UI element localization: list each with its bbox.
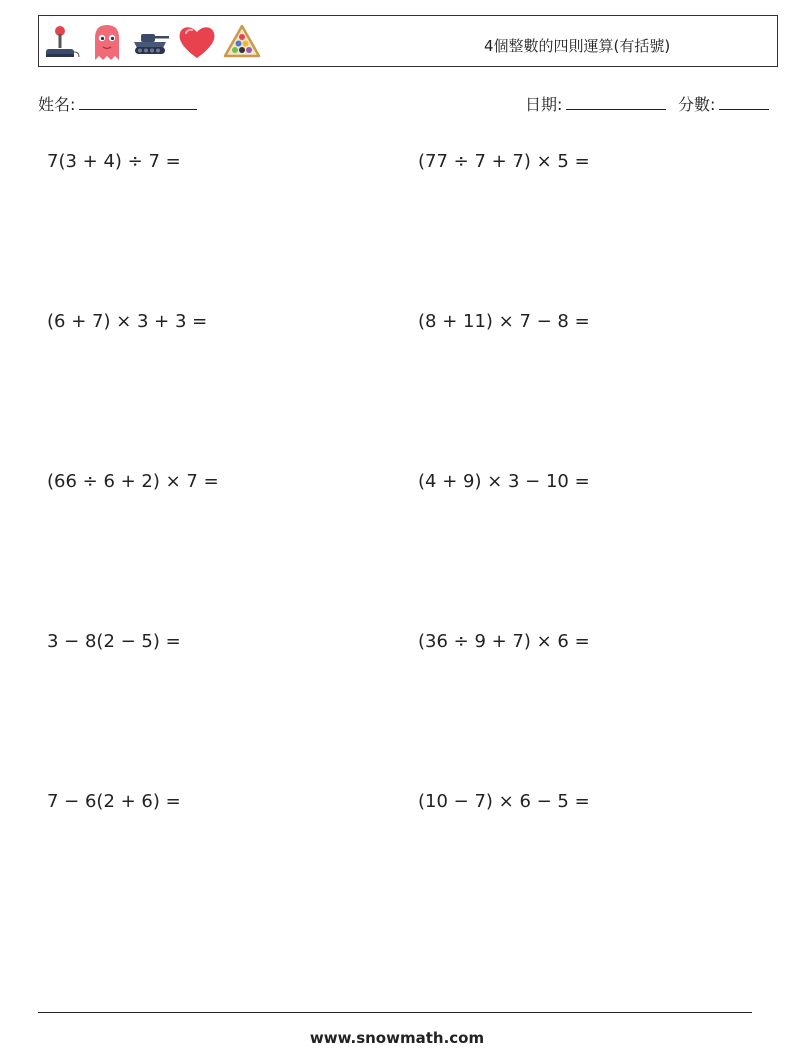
footer-url[interactable]: www.snowmath.com [309, 1029, 485, 1047]
worksheet-header [38, 15, 778, 67]
ghost-icon [87, 22, 127, 62]
name-label: 姓名: [38, 95, 76, 114]
problem-4: (8 + 11) × 7 − 8 = [418, 311, 590, 332]
date-label: 日期: [525, 95, 563, 114]
name-blank[interactable] [79, 92, 197, 110]
tank-icon [131, 22, 171, 62]
problem-1: 7(3 + 4) ÷ 7 = [47, 151, 181, 172]
name-field [38, 92, 197, 115]
problem-9: 7 − 6(2 + 6) = [47, 791, 181, 812]
problem-10: (10 − 7) × 6 − 5 = [418, 791, 590, 812]
heart-icon [177, 22, 217, 62]
problem-3: (6 + 7) × 3 + 3 = [47, 311, 208, 332]
date-field [525, 92, 666, 115]
score-blank[interactable] [719, 92, 769, 110]
problem-7: 3 − 8(2 − 5) = [47, 631, 181, 652]
problem-2: (77 ÷ 7 + 7) × 5 = [418, 151, 590, 172]
date-blank[interactable] [566, 92, 666, 110]
problem-8: (36 ÷ 9 + 7) × 6 = [418, 631, 590, 652]
problem-5: (66 ÷ 6 + 2) × 7 = [47, 471, 219, 492]
score-label: 分數: [678, 95, 716, 114]
problem-6: (4 + 9) × 3 − 10 = [418, 471, 590, 492]
worksheet-title: 4個整數的四則運算(有括號) [484, 37, 671, 55]
footer-divider [38, 1012, 752, 1013]
score-field [678, 92, 769, 115]
billiard-rack-icon [222, 22, 262, 62]
joystick-icon [43, 22, 83, 62]
